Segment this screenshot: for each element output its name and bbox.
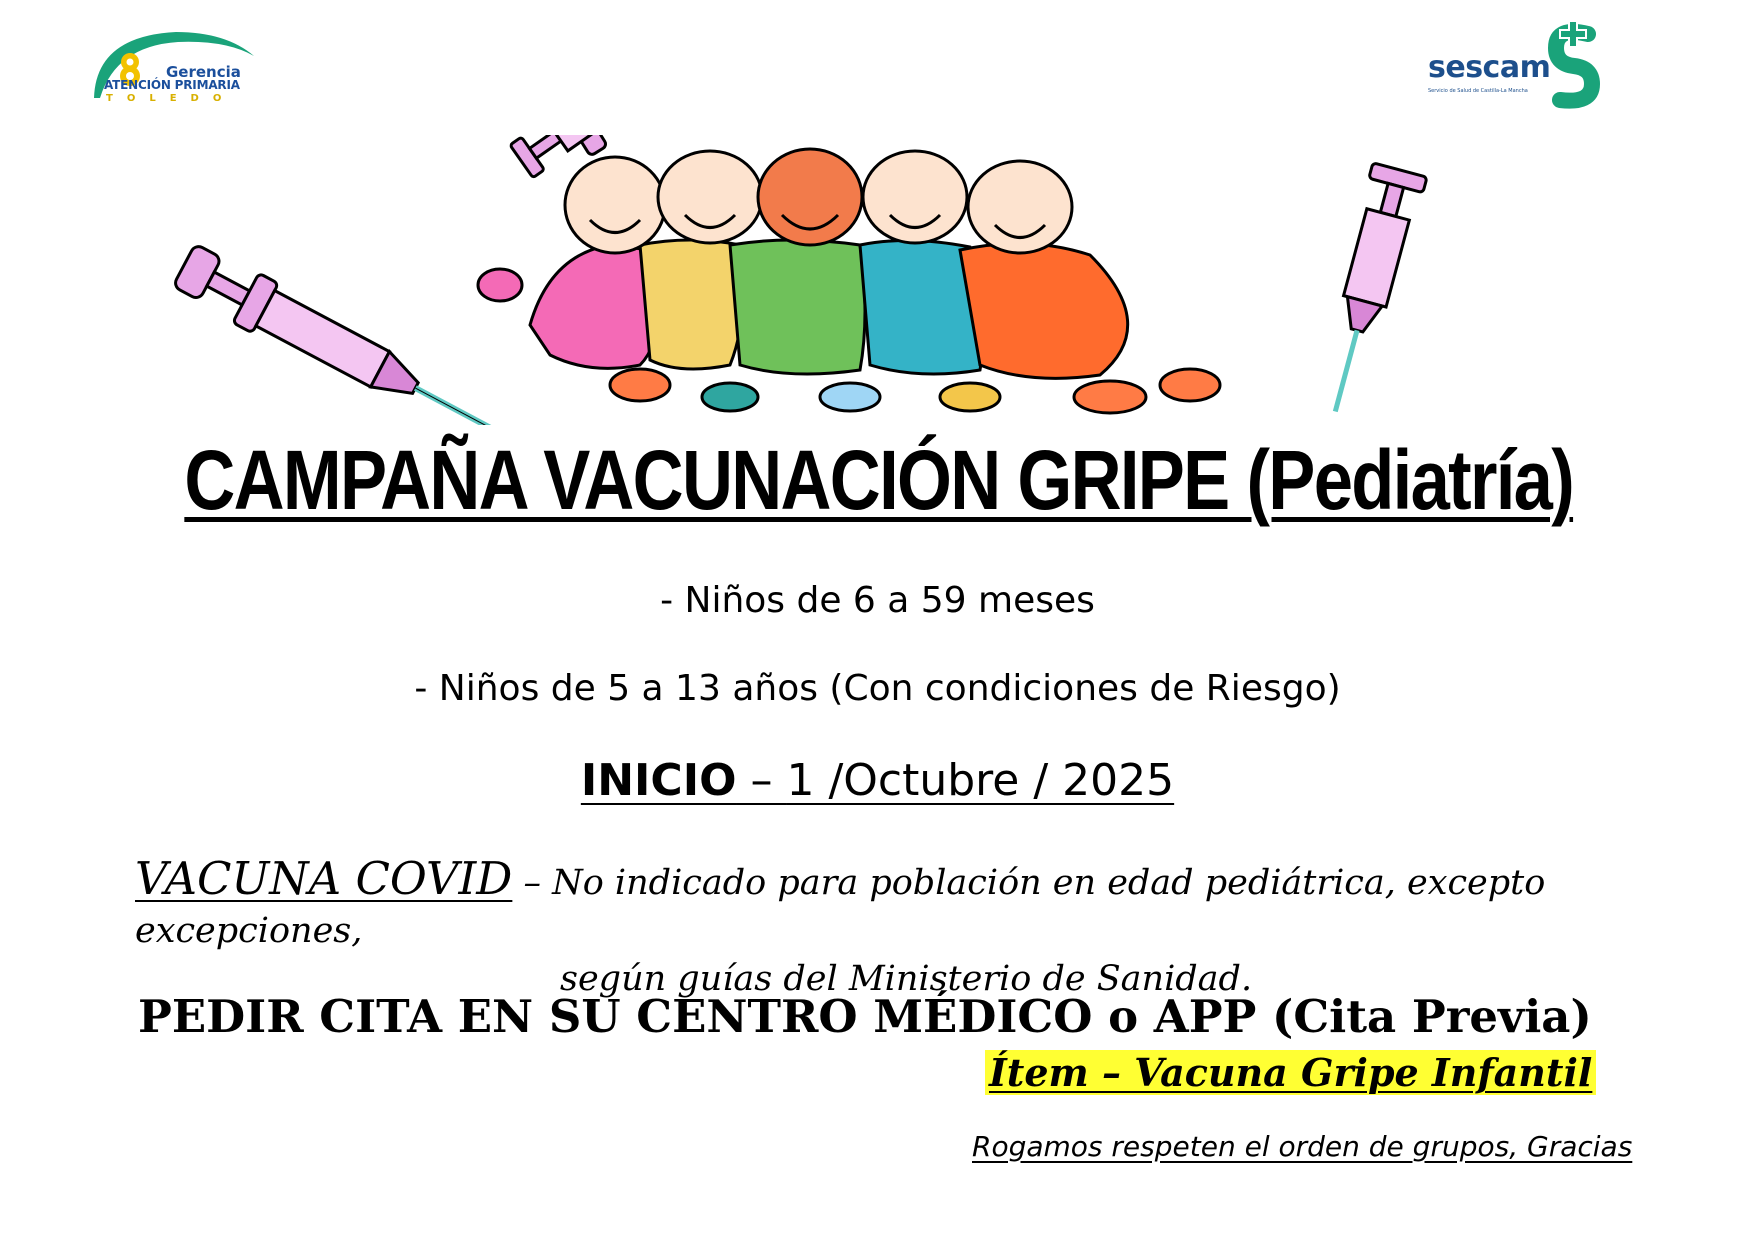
sescam-subtitle: Servicio de Salud de Castilla-La Mancha xyxy=(1428,88,1528,94)
logo-toledo-text: TOLEDO xyxy=(106,93,236,104)
start-date-value: 1 /Octubre / 2025 xyxy=(786,755,1175,806)
covid-text-2: según guías del Ministerio de Sanidad. xyxy=(560,959,1253,999)
campaign-title xyxy=(142,430,1616,530)
covid-note xyxy=(135,852,1695,1003)
gerencia-logo xyxy=(86,26,256,106)
footer-note: Rogamos respeten el orden de grupos, Gracias xyxy=(972,1130,1633,1163)
target-group-1: - Niños de 6 a 59 meses xyxy=(660,580,1095,621)
syringe-right-icon xyxy=(1308,163,1427,419)
covid-label: VACUNA COVID xyxy=(135,852,513,905)
children-vaccine-illustration xyxy=(170,135,1600,425)
sescam-s-icon xyxy=(1546,18,1600,110)
logo-atencion-text: ATENCIÓN PRIMARIA xyxy=(104,78,240,92)
start-separator: – xyxy=(736,755,787,806)
sescam-wordmark: sescam xyxy=(1428,50,1551,85)
start-date xyxy=(0,755,1755,806)
target-group-2: - Niños de 5 a 13 años (Con condiciones de Riesgo) xyxy=(414,668,1341,709)
covid-text-1: – No indicado para población en edad pediátrica, excepto excepciones, xyxy=(135,863,1546,951)
logo-gerencia-text: Gerencia xyxy=(166,63,241,81)
children-group-icon xyxy=(478,149,1220,413)
appointment-item-highlight: Ítem – Vacuna Gripe Infantil xyxy=(985,1050,1596,1095)
appointment-instructions: PEDIR CITA EN SU CENTRO MÉDICO o APP (Cita Previa) xyxy=(138,990,1592,1043)
syringe-left-large-icon xyxy=(171,240,533,425)
sescam-logo xyxy=(1420,18,1600,110)
campaign-title-text: CAMPAÑA VACUNACIÓN GRIPE (Pediatría) xyxy=(184,433,1574,527)
start-label: INICIO xyxy=(580,755,737,806)
